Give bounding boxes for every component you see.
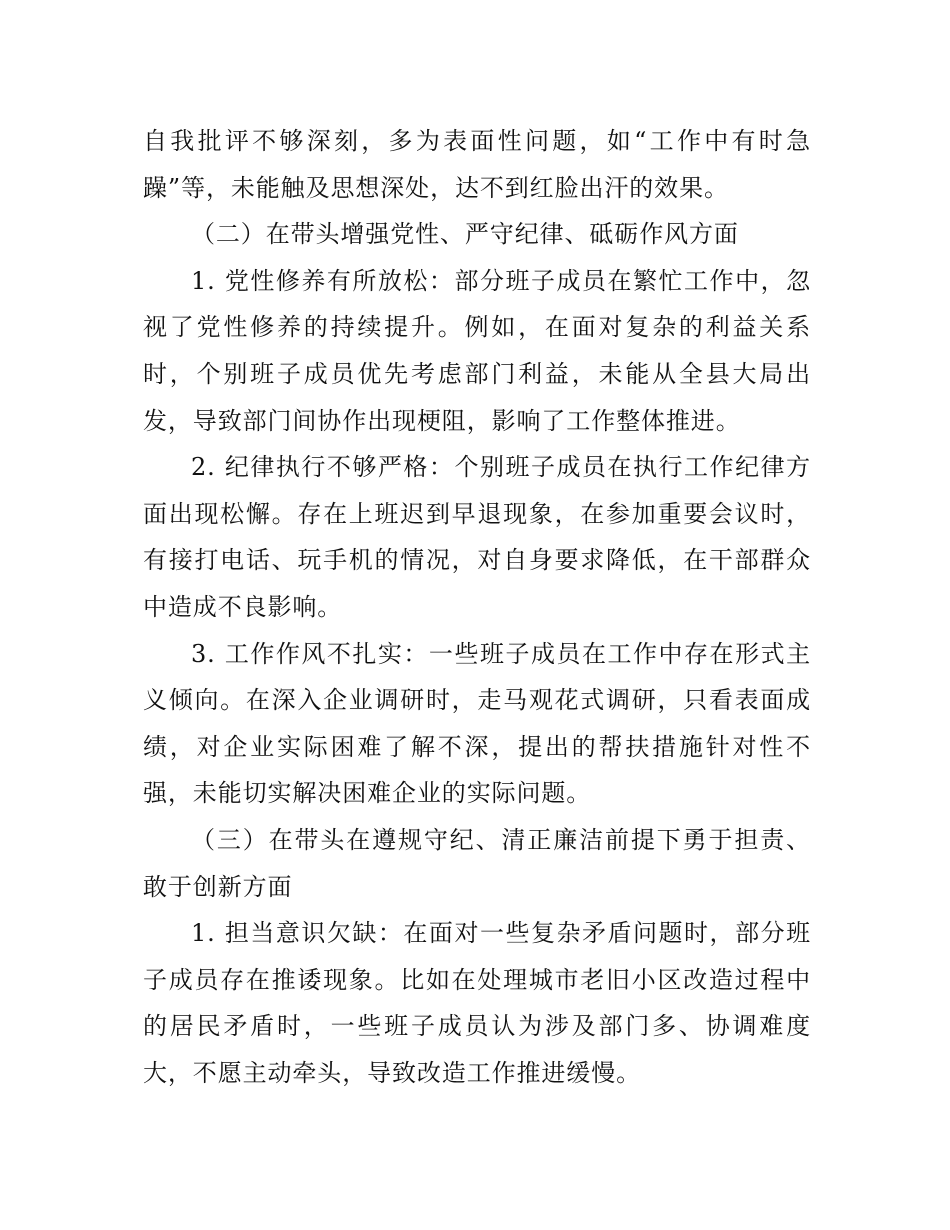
- paragraph-item-discipline: 2. 纪律执行不够严格：个别班子成员在执行工作纪律方面出现松懈。存在上班迟到早退现象，在参加重要会议时，有接打电话、玩手机的情况，对自身要求降低，在干部群众中造成不良影响。: [143, 453, 811, 621]
- section-heading-three: （三）在带头在遵规守纪、清正廉洁前提下勇于担责、敢于创新方面: [143, 825, 811, 901]
- paragraph-self-criticism: 自我批评不够深刻，多为表面性问题，如“工作中有时急躁”等，未能触及思想深处，达不到红脸出汗的效果。: [143, 127, 811, 202]
- paragraph-item-party-spirit: 1. 党性修养有所放松：部分班子成员在繁忙工作中，忽视了党性修养的持续提升。例如，在面对复杂的利益关系时，个别班子成员优先考虑部门利益，未能从全县大局出发，导致部门间协作出现梗阻，影响了工作整体推进。: [143, 266, 811, 435]
- paragraph-item-work-style: 3. 工作作风不扎实：一些班子成员在工作中存在形式主义倾向。在深入企业调研时，走马观花式调研，只看表面成绩，对企业实际困难了解不深，提出的帮扶措施针对性不强，未能切实解决困难企业的实际问题。: [143, 639, 811, 808]
- section-heading-two: （二）在带头增强党性、严守纪律、砥砺作风方面: [191, 220, 739, 249]
- paragraph-item-responsibility: 1. 担当意识欠缺：在面对一些复杂矛盾问题时，部分班子成员存在推诿现象。比如在处理城市老旧小区改造过程中的居民矛盾时，一些班子成员认为涉及部门多、协调难度大，不愿主动牵头，导致改造工作推进缓慢。: [143, 919, 811, 1087]
- document-body: [143, 118, 811, 1096]
